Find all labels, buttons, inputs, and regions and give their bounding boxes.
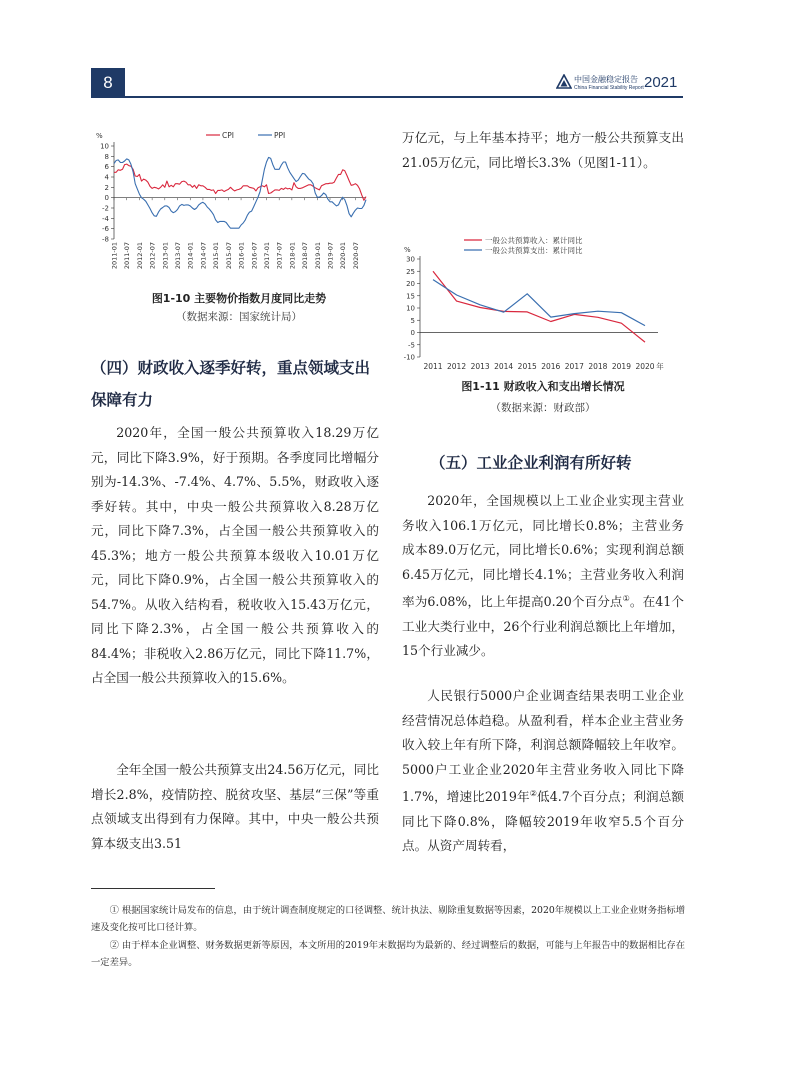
x-tick-label: 2011-07 — [123, 242, 132, 270]
header-rule — [91, 96, 683, 98]
footnote-rule — [91, 888, 215, 889]
y-tick-label: -5 — [408, 341, 415, 350]
series-line-ppi — [114, 157, 366, 228]
section-5-paragraph-2 — [402, 684, 684, 859]
y-axis-unit: % — [404, 246, 411, 254]
legend-label-ppi: PPI — [274, 131, 286, 140]
x-tick-label: 2020-01 — [339, 241, 348, 270]
series-line-expenditure — [433, 280, 645, 326]
y-tick-label: 10 — [100, 142, 109, 151]
y-tick-label: 25 — [406, 267, 415, 276]
x-tick-label: 2017-01 — [262, 242, 271, 270]
x-tick-label: 2014 — [494, 362, 514, 371]
fiscal-revenue-expenditure-line-chart — [402, 231, 684, 373]
y-tick-label: -6 — [102, 225, 109, 234]
section-5-heading: （五）工业企业利润有所好转 — [430, 454, 632, 472]
x-tick-label: 2014-07 — [199, 242, 208, 270]
footnote-ref-1: ① — [622, 594, 630, 603]
footnote-1: ① 根据国家统计局发布的信息，由于统计调查制度规定的口径调整、统计执法、剔除重复数据等因素，2020年规模以上工业企业财务指标增速及变化按可比口径计算。 — [91, 905, 685, 933]
x-tick-label: 2013-07 — [174, 242, 183, 270]
x-tick-label: 2016-07 — [250, 242, 259, 270]
x-tick-label: 2012-01 — [135, 242, 144, 270]
footnote-ref-2: ② — [529, 789, 538, 798]
legend-label-cpi: CPI — [222, 131, 234, 140]
x-tick-label: 2018-01 — [288, 242, 297, 270]
report-year: 2021 — [644, 74, 678, 91]
figure-1-11-source: （数据来源：财政部） — [490, 402, 596, 414]
section-5-paragraph-1-text-a: 2020年，全国规模以上工业企业实现主营业务收入106.1万亿元，同比增长0.8%；主营业务成本89.0万亿元，同比增长0.6%；实现利润总额6.45万亿元，同比增长4.1%；主营业务收入利润率为6.08%，比上年提高0.20个百分点 — [402, 493, 684, 610]
footnote-2: ② 由于样本企业调整、财务数据更新等原因，本文所用的2019年末数据均为最新的、经过调整后的数据，可能与上年报告中的数据相比存在一定差异。 — [91, 940, 685, 968]
series-line-revenue — [433, 271, 645, 342]
section-5-paragraph-1-text-b: 。在41个工业大类行业中，26个行业利润总额比上年增加，15个行业减少。 — [402, 594, 685, 659]
section-4-heading: （四）财政收入逐季好转，重点领域支出保障有力 — [91, 359, 371, 409]
x-axis-unit: 年 — [656, 362, 664, 371]
y-tick-label: 4 — [104, 173, 109, 182]
y-tick-label: 10 — [406, 304, 415, 313]
section-5-paragraph-1 — [402, 489, 684, 664]
report-title-en: China Financial Stability Report — [574, 85, 644, 91]
pboc-logo-icon — [556, 74, 572, 90]
y-axis-unit: % — [96, 132, 103, 140]
section-4-paragraph-2: 全年全国一般公共预算支出24.56万亿元，同比增长2.8%，疫情防控、脱贫攻坚、基层“三保”等重点领域支出得到有力保障。其中，中央一般公共预算本级支出3.51 — [91, 762, 379, 851]
report-brand — [556, 72, 686, 96]
y-tick-label: -2 — [102, 204, 109, 213]
x-tick-label: 2019-07 — [326, 242, 335, 270]
y-tick-label: -4 — [102, 214, 109, 223]
figure-1-10-source: （数据来源：国家统计局） — [176, 311, 302, 323]
x-tick-label: 2018-07 — [301, 242, 310, 270]
page-number: 8 — [91, 68, 125, 98]
x-tick-label: 2015-01 — [212, 242, 221, 270]
y-tick-label: 30 — [406, 255, 415, 264]
x-tick-label: 2012-07 — [148, 242, 157, 270]
series-line-cpi — [114, 164, 366, 200]
y-tick-label: 20 — [406, 280, 415, 288]
x-tick-label: 2020 — [635, 362, 655, 371]
x-tick-label: 2012 — [447, 362, 467, 371]
x-tick-label: 2019 — [611, 362, 631, 371]
x-tick-label: 2020-07 — [351, 242, 360, 270]
x-tick-label: 2014-01 — [186, 242, 195, 270]
section-5-paragraph-2-text-a: 人民银行5000户企业调查结果表明工业企业经营情况总体趋稳。从盈利看，样本企业主营业务收入较上年有所下降，利润总额降幅较上年收窄。5000户工业企业2020年主营业务收入同比下降1.7%，增速比2019年 — [402, 688, 684, 805]
legend-label-revenue: 一般公共预算收入：累计同比 — [485, 236, 583, 245]
y-tick-label: 2 — [104, 183, 109, 192]
x-tick-label: 2019-01 — [313, 242, 322, 270]
report-title-cn: 中国金融稳定报告 — [574, 75, 638, 84]
y-tick-label: -10 — [403, 353, 415, 362]
figure-1-10-caption: 图1-10 主要物价指数月度同比走势 — [151, 292, 327, 305]
x-tick-label: 2016-01 — [237, 242, 246, 270]
y-tick-label: 15 — [406, 292, 415, 301]
x-tick-label: 2017-07 — [275, 242, 284, 270]
x-tick-label: 2016 — [541, 362, 561, 371]
y-tick-label: 8 — [104, 152, 109, 161]
y-tick-label: -8 — [102, 235, 109, 244]
y-tick-label: 6 — [104, 163, 109, 172]
x-tick-label: 2013 — [470, 362, 490, 371]
section-4-paragraph-1: 2020年，全国一般公共预算收入18.29万亿元，同比下降3.9%，好于预期。各季度同比增幅分别为-14.3%、-7.4%、4.7%、5.5%，财政收入逐季好转。其中，中央一般公共预算收入8.28万亿元，同比下降7.3%，占全国一般公共预算收入的45.3%；地方一般公共预算本级收入10.01万亿元，同比下降0.9%，占全国一般公共预算收入的54.7%。从收入结构看，税收收入15.43万亿元，同比下降2.3%，占全国一般公共预算收入的84.4%；非税收入2.86万亿元，同比下降11.7%，占全国一般公共预算收入的15.6%。 — [91, 425, 379, 685]
section-5-paragraph-2-text-b: 低4.7个百分点；利润总额同比下降0.8%，降幅较2019年收窄5.5个百分点。从资产周转看， — [402, 789, 685, 854]
x-tick-label: 2011-01 — [110, 242, 119, 270]
x-tick-label: 2015 — [517, 362, 537, 371]
x-tick-label: 2011 — [423, 362, 443, 371]
x-tick-label: 2015-07 — [224, 242, 233, 270]
cpi-ppi-line-chart — [94, 126, 384, 286]
y-tick-label: 0 — [104, 194, 109, 203]
continued-paragraph: 万亿元，与上年基本持平；地方一般公共预算支出21.05万亿元，同比增长3.3%（见图1-11）。 — [402, 130, 684, 170]
y-tick-label: 0 — [410, 329, 415, 337]
x-tick-label: 2013-01 — [161, 242, 170, 270]
x-tick-label: 2018 — [588, 362, 608, 371]
y-tick-label: 5 — [410, 316, 415, 325]
figure-1-11-caption: 图1-11 财政收入和支出增长情况 — [461, 380, 625, 393]
legend-label-expenditure: 一般公共预算支出：累计同比 — [485, 246, 583, 255]
x-tick-label: 2017 — [564, 362, 584, 371]
